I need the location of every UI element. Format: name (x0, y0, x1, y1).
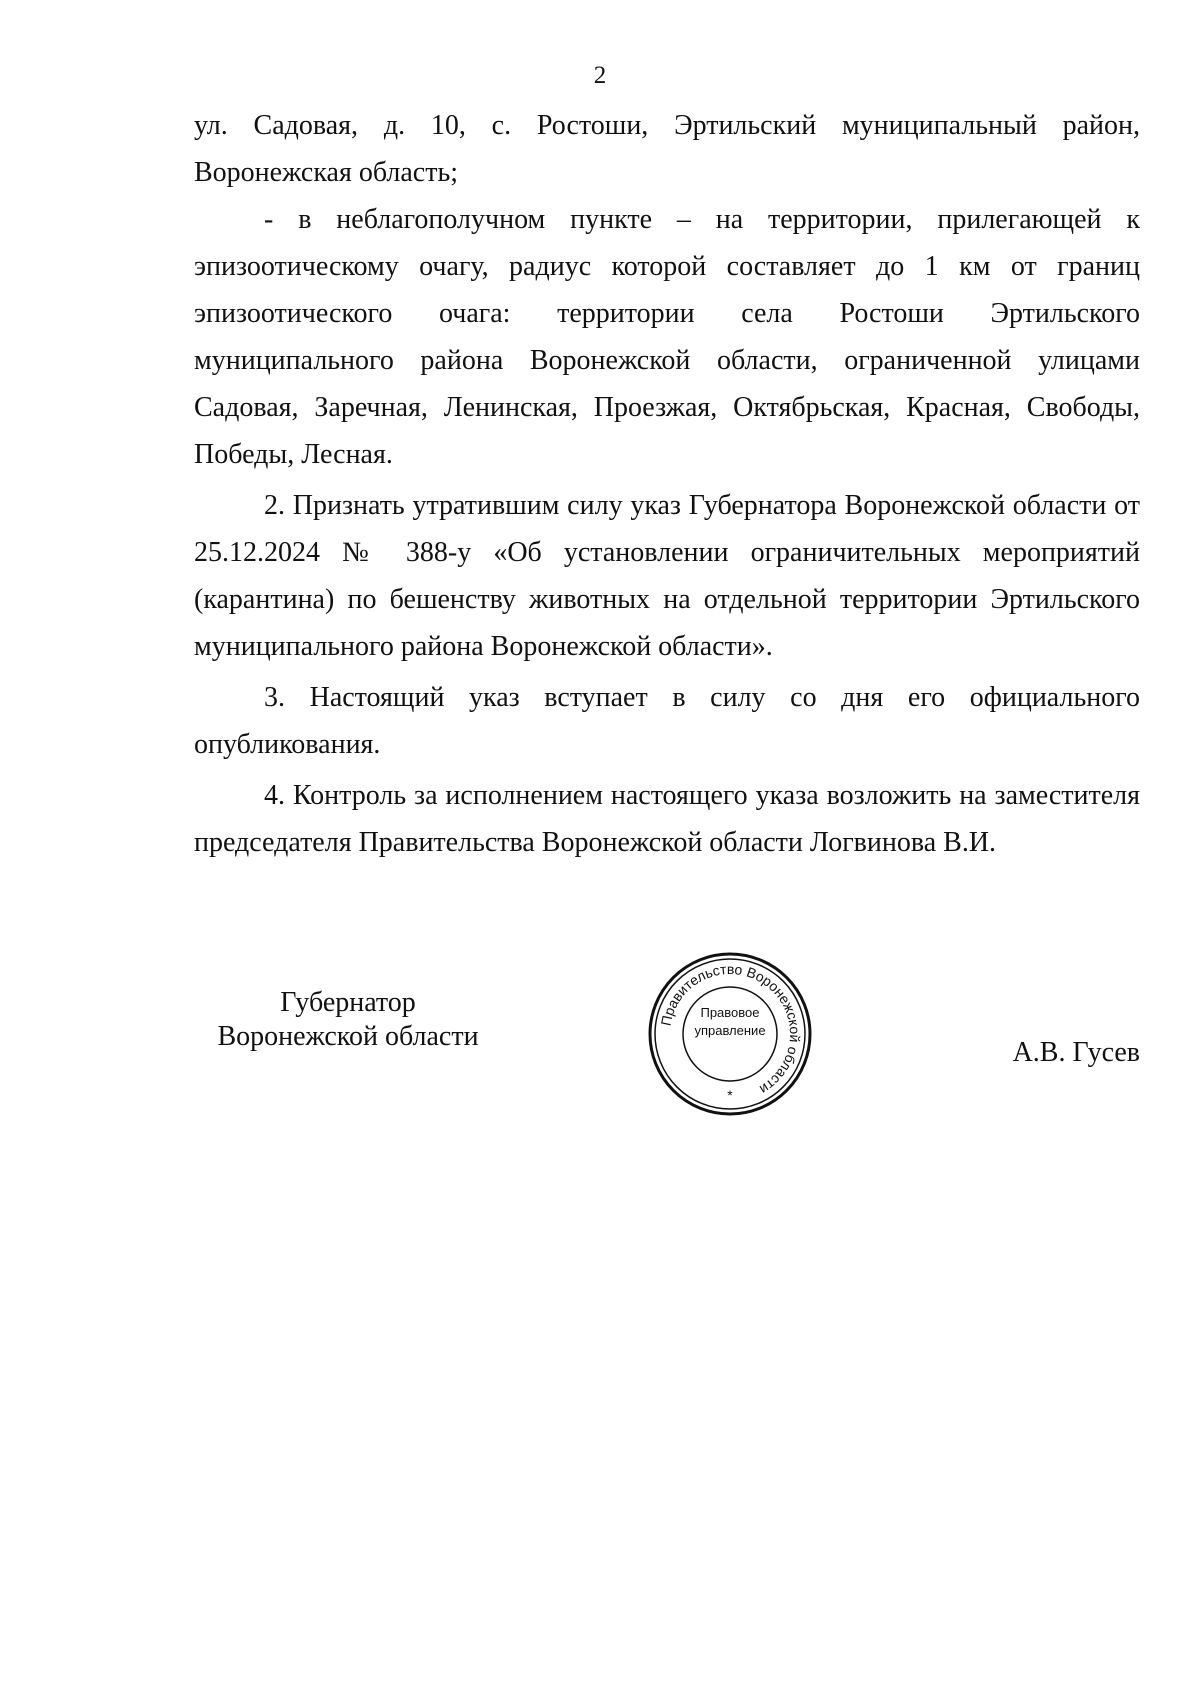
quarantine-zone-paragraph: - в неблагополучном пункте – на территории, прилегающей к эпизоотическому очагу, радиус которой составляет до 1 км от границ эпизоотического очага: территории села Ростоши Эртильского муниципального района Воронежской области, ограниченной улицами Садовая, Заречная, Ленинская, Проезжая, Октябрьская, Красная, Свободы, Победы, Лесная. (194, 204, 1140, 470)
clause-3-paragraph: 3. Настоящий указ вступает в силу со дня его официального опубликования. (194, 682, 1140, 760)
clause-2-paragraph: 2. Признать утратившим силу указ Губернатора Воронежской области от 25.12.2024 № 388-у «Об установлении ограничительных мероприятий (карантина) по бешенству животных на отдельной территории Эртильского муниципального района Воронежской области». (194, 490, 1140, 662)
signatory-name: А.В. Гусев (1012, 1037, 1140, 1068)
address-continuation-paragraph: ул. Садовая, д. 10, с. Ростоши, Эртильский муниципальный район, Воронежская область; (194, 110, 1140, 188)
seal-center-line-2: управление (694, 1023, 766, 1038)
signatory-title (188, 986, 508, 1054)
seal-star: * (727, 1087, 733, 1103)
seal-center-line-1: Правовое (700, 1005, 760, 1020)
document-body (194, 102, 1140, 866)
seal-ring-text: Правительство Воронежской области (657, 960, 804, 1098)
seal-center-text (680, 1004, 780, 1040)
signatory-title-line-1: Губернатор (280, 987, 416, 1018)
official-seal-stamp (646, 950, 814, 1118)
signatory-title-line-2: Воронежской области (217, 1021, 479, 1052)
clause-4-paragraph: 4. Контроль за исполнением настоящего указа возложить на заместителя председателя Правительства Воронежской области Логвинова В.И. (194, 780, 1140, 858)
page-number: 2 (593, 62, 607, 89)
